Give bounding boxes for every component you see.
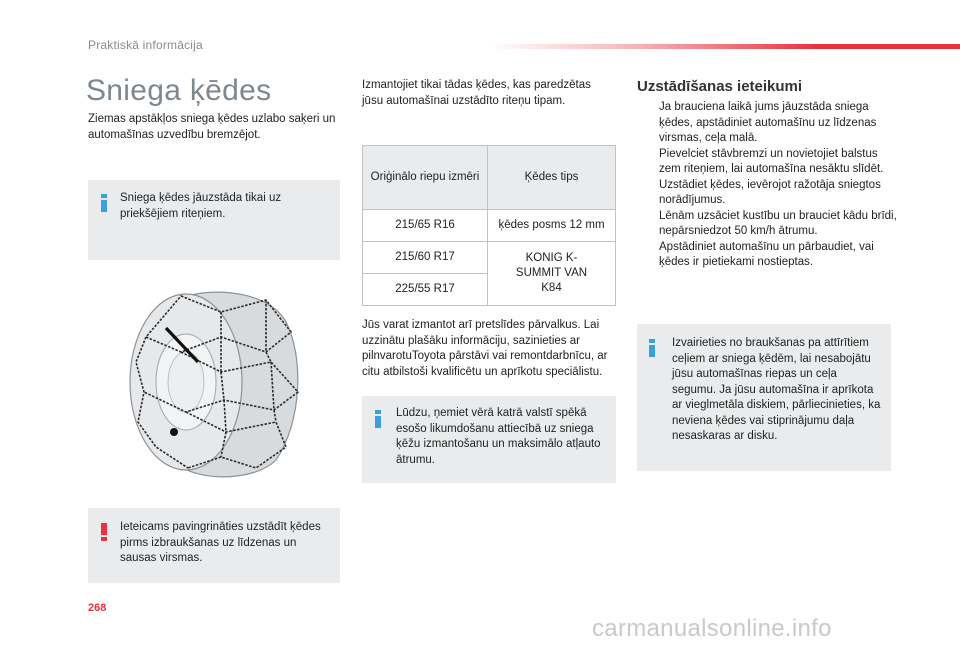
- info-icon: [649, 339, 655, 357]
- list-item: Uzstādiet ķēdes, ievērojot ražotāja sniegtos norādījumus.: [659, 178, 881, 206]
- installation-tips-list: [637, 100, 897, 271]
- table-cell-chain-type: ķēdes posms 12 mm: [488, 210, 616, 242]
- table-cell-tire-size: 215/65 R16: [363, 210, 488, 242]
- anti-skid-covers-paragraph: Jūs varat izmantot arī pretslīdes pārvalkus. Lai uzzinātu plašāku informāciju, sazinieties ar pilnvarotuToyota pārstāvi vai remontdarbnīcu, ar citu atbilstoši kvalificētu un aprīkotu speciālistu.: [362, 319, 608, 378]
- list-item: Pievelciet stāvbremzi un novietojiet balstus zem riteņiem, lai automašīna nesāktu slīdēt.: [659, 147, 884, 175]
- info-box-legislation: [362, 396, 616, 483]
- chain-usage-paragraph: Izmantojiet tikai tādas ķēdes, kas paredzētas jūsu automašīnai uzstādīto riteņu tipam.: [362, 79, 591, 107]
- warning-icon: [101, 523, 107, 541]
- info-box-text: Lūdzu, ņemiet vērā katrā valstī spēkā esošo likumdošanu attiecībā uz sniega ķēžu izmantošanu un maksimālo atļauto ātrumu.: [396, 407, 601, 466]
- table-row: [363, 210, 616, 242]
- section-heading-installation-tips: Uzstādīšanas ieteikumi: [637, 78, 803, 95]
- header-accent-bar: [490, 44, 960, 49]
- list-item: Ja brauciena laikā jums jāuzstāda sniega ķēdes, apstādiniet automašīnu uz līdzenas virsmas, ceļa malā.: [659, 101, 877, 144]
- info-icon: [375, 410, 381, 428]
- info-box-text: Izvairieties no braukšanas pa attīrītiem ceļiem ar sniega ķēdēm, lai nesabojātu jūsu automašīnas riepas un ceļa segumu. Ja jūsu automašīna ir aprīkota ar vieglmetāla diskiem, pārliecinieties, ka neviena ķēdes vai stiprinājumu daļa nesaskaras ar disku.: [672, 337, 881, 442]
- list-item: Apstādiniet automašīnu un pārbaudiet, vai ķēdes ir pietiekami nostieptas.: [659, 240, 874, 268]
- watermark: carmanualsonline.info: [592, 615, 832, 642]
- table-header-chain-type: Ķēdes tips: [488, 146, 616, 210]
- page-number: 268: [88, 602, 107, 614]
- tire-with-snow-chain-illustration: [126, 282, 304, 482]
- warning-box-text: Ieteicams pavingrināties uzstādīt ķēdes pirms izbraukšanas uz līdzenas un sausas virsmas.: [120, 521, 321, 564]
- list-item: Lēnām uzsāciet kustību un brauciet kādu brīdi, nepārsniedzot 50 km/h ātrumu.: [659, 209, 897, 237]
- info-box-rims: [637, 324, 891, 471]
- page-title: Sniega ķēdes: [86, 74, 272, 107]
- info-box-front-wheels: [88, 180, 340, 260]
- table-cell-tire-size: 225/55 R17: [363, 274, 488, 306]
- table-cell-chain-type: KONIG K-SUMMIT VAN K84: [488, 242, 616, 306]
- section-label: Praktiskā informācija: [88, 38, 203, 52]
- table-row: [363, 242, 616, 274]
- table-header-row: [363, 146, 616, 210]
- table-cell-tire-size: 215/60 R17: [363, 242, 488, 274]
- warning-box-practice: [88, 508, 340, 583]
- info-box-text: Sniega ķēdes jāuzstāda tikai uz priekšējiem riteņiem.: [120, 192, 282, 220]
- chain-size-table: [362, 145, 616, 306]
- table-header-tire-size: Oriģinālo riepu izmēri: [363, 146, 488, 210]
- info-icon: [101, 194, 107, 212]
- intro-paragraph: Ziemas apstākļos sniega ķēdes uzlabo saķeri un automašīnas uzvedību bremzējot.: [88, 113, 336, 141]
